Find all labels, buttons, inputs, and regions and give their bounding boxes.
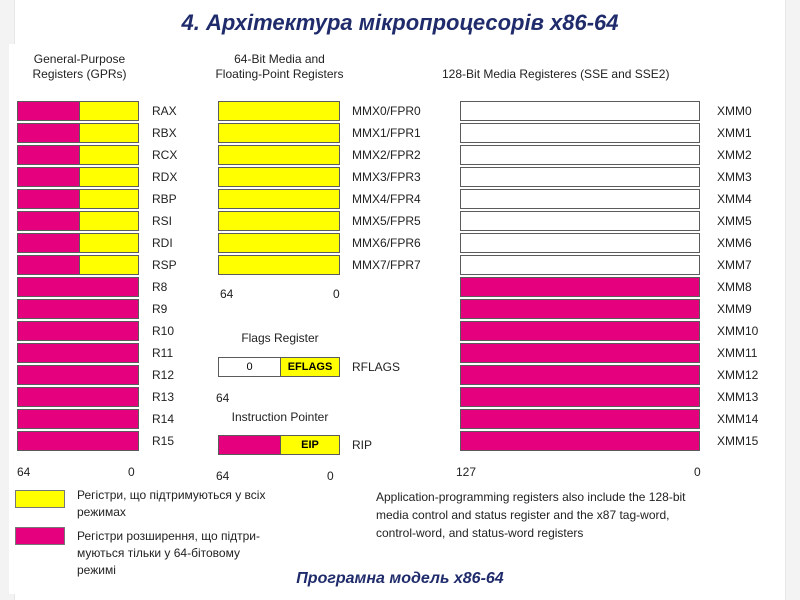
xmm-fill [461, 124, 699, 142]
xmm-xmm9-label: XMM9 [717, 302, 752, 316]
gpr-r9 [17, 299, 139, 319]
xmm-xmm8 [460, 277, 700, 297]
mmx-heading-line-2: Floating-Point Registers [215, 67, 344, 81]
legend-yellow-line-2: режимах [77, 505, 126, 519]
gpr-full [18, 410, 138, 428]
xmm-xmm15 [460, 431, 700, 451]
xmm-xmm5-label: XMM5 [717, 214, 752, 228]
xmm-xmm13 [460, 387, 700, 407]
gpr-full [18, 322, 138, 340]
xmm-xmm14-label: XMM14 [717, 412, 759, 426]
gpr-lower-half [79, 212, 138, 230]
gpr-full [18, 300, 138, 318]
xmm-xmm4-label: XMM4 [717, 192, 752, 206]
mmx-fill [219, 212, 339, 230]
gpr-rsp-label: RSP [152, 258, 177, 272]
gpr-r13-label: R13 [152, 390, 175, 404]
mmx-register-4-label: MMX4/FPR4 [352, 192, 421, 206]
mmx-register-2 [218, 145, 340, 165]
gpr-rdi [17, 233, 139, 253]
mmx-register-3-label: MMX3/FPR3 [352, 170, 421, 184]
xmm-xmm12 [460, 365, 700, 385]
rip-register [218, 435, 340, 455]
xmm-bit-low: 0 [694, 465, 701, 479]
mmx-register-1 [218, 123, 340, 143]
rflags-zero-part: 0 [219, 358, 280, 376]
xmm-fill [461, 322, 699, 340]
gpr-r9-label: R9 [152, 302, 168, 316]
ip-heading: Instruction Pointer [231, 410, 329, 424]
gpr-r14-label: R14 [152, 412, 175, 426]
gpr-lower-half [79, 102, 138, 120]
xmm-xmm6-label: XMM6 [717, 236, 752, 250]
xmm-xmm7 [460, 255, 700, 275]
gpr-full [18, 432, 138, 450]
xmm-fill [461, 410, 699, 428]
gpr-heading-line-2: Registers (GPRs) [32, 67, 127, 81]
gpr-upper-half [18, 168, 79, 186]
gpr-upper-half [18, 256, 79, 274]
legend-yellow-swatch [15, 490, 65, 508]
mmx-register-6-label: MMX6/FPR6 [352, 236, 421, 250]
gpr-r15-label: R15 [152, 434, 175, 448]
gpr-rsi-label: RSI [152, 214, 173, 228]
rip-upper-part [219, 436, 280, 454]
register-diagram [9, 44, 761, 594]
gpr-r10-label: R10 [152, 324, 175, 338]
gpr-upper-half [18, 124, 79, 142]
mmx-fill [219, 124, 339, 142]
legend-magenta-line-2: муються тільки у 64-бітовому [77, 546, 240, 560]
xmm-xmm14 [460, 409, 700, 429]
gpr-r12 [17, 365, 139, 385]
gpr-rcx-label: RCX [152, 148, 178, 162]
note-line-1: Application-programming registers also include the 128-bit [376, 490, 686, 504]
xmm-xmm15-label: XMM15 [717, 434, 759, 448]
xmm-fill [461, 190, 699, 208]
legend-yellow-text [77, 487, 265, 521]
xmm-fill [461, 256, 699, 274]
xmm-fill [461, 300, 699, 318]
mmx-register-3 [218, 167, 340, 187]
gpr-lower-half [79, 146, 138, 164]
xmm-xmm1-label: XMM1 [717, 126, 752, 140]
gpr-r12-label: R12 [152, 368, 175, 382]
gpr-r11 [17, 343, 139, 363]
gpr-full [18, 366, 138, 384]
gpr-rdi-label: RDI [152, 236, 173, 250]
gpr-full [18, 388, 138, 406]
gpr-upper-half [18, 234, 79, 252]
legend-magenta-line-3: режимі [77, 563, 116, 577]
legend-magenta-swatch [15, 527, 65, 545]
mmx-register-6 [218, 233, 340, 253]
xmm-xmm0-label: XMM0 [717, 104, 752, 118]
xmm-fill [461, 388, 699, 406]
xmm-fill [461, 102, 699, 120]
gpr-rbx-label: RBX [152, 126, 177, 140]
note-line-3: control-word, and status-word registers [376, 526, 584, 540]
xmm-xmm1 [460, 123, 700, 143]
gpr-rax-label: RAX [152, 104, 177, 118]
flags-heading: Flags Register [241, 331, 319, 345]
gpr-r14 [17, 409, 139, 429]
xmm-fill [461, 168, 699, 186]
gpr-rbp [17, 189, 139, 209]
rflags-register [218, 357, 340, 377]
xmm-xmm3 [460, 167, 700, 187]
gpr-lower-half [79, 190, 138, 208]
mmx-register-1-label: MMX1/FPR1 [352, 126, 421, 140]
gpr-upper-half [18, 190, 79, 208]
xmm-xmm2 [460, 145, 700, 165]
xmm-heading: 128-Bit Media Registeres (SSE and SSE2) [442, 67, 670, 81]
gpr-rcx [17, 145, 139, 165]
xmm-xmm11 [460, 343, 700, 363]
gpr-bit-high: 64 [17, 465, 31, 479]
xmm-fill [461, 432, 699, 450]
mmx-register-0-label: MMX0/FPR0 [352, 104, 421, 118]
gpr-r13 [17, 387, 139, 407]
gpr-upper-half [18, 146, 79, 164]
gpr-heading [17, 52, 142, 82]
ip-bit-low: 0 [327, 469, 334, 483]
xmm-xmm6 [460, 233, 700, 253]
xmm-xmm10-label: XMM10 [717, 324, 759, 338]
mmx-heading [202, 52, 357, 82]
xmm-xmm7-label: XMM7 [717, 258, 752, 272]
xmm-bit-high: 127 [456, 465, 477, 479]
gpr-upper-half [18, 212, 79, 230]
xmm-fill [461, 278, 699, 296]
xmm-fill [461, 212, 699, 230]
xmm-xmm9 [460, 299, 700, 319]
gpr-heading-line-1: General-Purpose [33, 52, 126, 66]
eip-part: EIP [280, 436, 339, 454]
mmx-register-4 [218, 189, 340, 209]
gpr-rsi [17, 211, 139, 231]
gpr-full [18, 344, 138, 362]
mmx-register-7 [218, 255, 340, 275]
xmm-xmm10 [460, 321, 700, 341]
mmx-register-2-label: MMX2/FPR2 [352, 148, 421, 162]
ip-bit-high: 64 [216, 469, 230, 483]
xmm-fill [461, 234, 699, 252]
gpr-r8-label: R8 [152, 280, 168, 294]
mmx-fill [219, 256, 339, 274]
legend-magenta-line-1: Регістри розширення, що підтри- [77, 529, 260, 543]
gpr-rsp [17, 255, 139, 275]
application-note [376, 488, 686, 542]
gpr-r8 [17, 277, 139, 297]
gpr-full [18, 278, 138, 296]
gpr-rdx-label: RDX [152, 170, 178, 184]
gpr-rbx [17, 123, 139, 143]
page-title: 4. Архітектура мікропроцесорів x86-64 [181, 10, 619, 35]
xmm-fill [461, 344, 699, 362]
gpr-r15 [17, 431, 139, 451]
xmm-xmm11-label: XMM11 [717, 346, 758, 360]
xmm-xmm0 [460, 101, 700, 121]
xmm-xmm3-label: XMM3 [717, 170, 752, 184]
gpr-rdx [17, 167, 139, 187]
mmx-register-7-label: MMX7/FPR7 [352, 258, 421, 272]
mmx-fill [219, 146, 339, 164]
mmx-fill [219, 234, 339, 252]
note-line-2: media control and status register and the x87 tag-word, [376, 508, 670, 522]
slide-subtitle: Програмна модель x86-64 [296, 570, 504, 587]
gpr-lower-half [79, 168, 138, 186]
mmx-register-0 [218, 101, 340, 121]
rflags-label: RFLAGS [352, 360, 401, 374]
mmx-heading-line-1: 64-Bit Media and [234, 52, 325, 66]
xmm-fill [461, 366, 699, 384]
xmm-fill [461, 146, 699, 164]
gpr-r10 [17, 321, 139, 341]
mmx-bit-low: 0 [333, 287, 340, 301]
legend-yellow-line-1: Регістри, що підтримуються у всіх [77, 488, 266, 502]
mmx-fill [219, 168, 339, 186]
gpr-lower-half [79, 256, 138, 274]
mmx-register-5 [218, 211, 340, 231]
xmm-xmm4 [460, 189, 700, 209]
mmx-fill [219, 102, 339, 120]
flags-bit-high: 64 [216, 391, 230, 405]
xmm-xmm2-label: XMM2 [717, 148, 752, 162]
eflags-part: EFLAGS [280, 358, 339, 376]
gpr-bit-low: 0 [128, 465, 135, 479]
gpr-lower-half [79, 234, 138, 252]
gpr-r11-label: R11 [152, 346, 174, 360]
gpr-lower-half [79, 124, 138, 142]
mmx-register-5-label: MMX5/FPR5 [352, 214, 421, 228]
xmm-xmm12-label: XMM12 [717, 368, 759, 382]
xmm-xmm13-label: XMM13 [717, 390, 759, 404]
gpr-upper-half [18, 102, 79, 120]
gpr-rbp-label: RBP [152, 192, 177, 206]
right-border-decoration [785, 0, 800, 600]
xmm-xmm5 [460, 211, 700, 231]
mmx-fill [219, 190, 339, 208]
xmm-xmm8-label: XMM8 [717, 280, 752, 294]
gpr-rax [17, 101, 139, 121]
rip-label: RIP [352, 438, 373, 452]
mmx-bit-high: 64 [220, 287, 234, 301]
